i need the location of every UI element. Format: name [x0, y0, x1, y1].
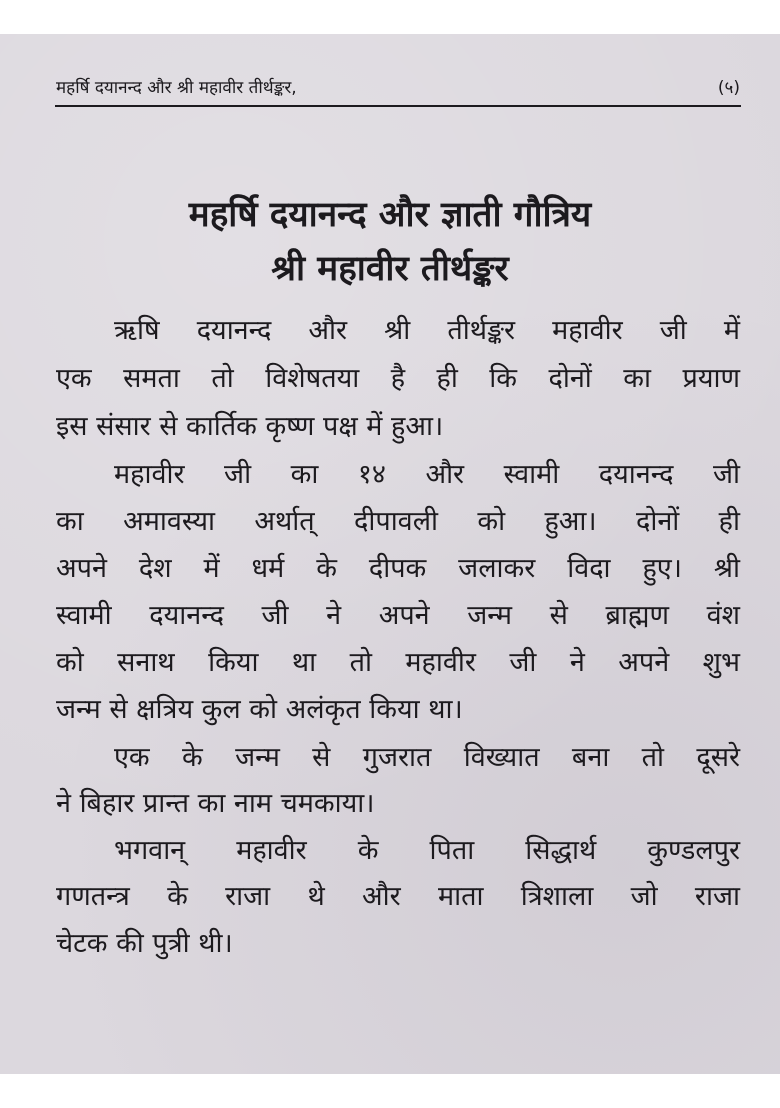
running-head-title: महर्षि दयानन्द और श्री महावीर तीर्थङ्कर,: [56, 78, 297, 98]
body-line: ने बिहार प्रान्त का नाम चमकाया।: [56, 788, 375, 819]
body-line: एक समता तो विशेषतया है ही कि दोनों का प्रयाण: [56, 363, 740, 394]
body-line: अपने देश में धर्म के दीपक जलाकर विदा हुए। श्री: [56, 553, 740, 584]
chapter-title-line-1: महर्षि दयानन्द और ज्ञाती गौत्रिय: [188, 195, 592, 235]
body-line: चेटक की पुत्री थी।: [56, 928, 233, 959]
body-line: का अमावस्या अर्थात् दीपावली को हुआ। दोनों ही: [56, 506, 740, 537]
body-line: ऋषि दयानन्द और श्री तीर्थङ्कर महावीर जी में: [114, 315, 740, 346]
page-number: (५): [717, 78, 740, 98]
body-line: गणतन्त्र के राजा थे और माता त्रिशाला जो राजा: [56, 881, 740, 912]
body-line: स्वामी दयानन्द जी ने अपने जन्म से ब्राह्मण वंश: [56, 600, 740, 631]
body-line: महावीर जी का १४ और स्वामी दयानन्द जी: [114, 459, 740, 490]
running-head: [56, 75, 740, 101]
body-line: को सनाथ किया था तो महावीर जी ने अपने शुभ: [56, 647, 740, 678]
body-line: जन्म से क्षत्रिय कुल को अलंकृत किया था।: [56, 694, 463, 725]
body-line: भगवान् महावीर के पिता सिद्धार्थ कुण्डलपुर: [114, 835, 740, 866]
body-line: इस संसार से कार्तिक कृष्ण पक्ष में हुआ।: [56, 411, 444, 442]
chapter-title-line-2: श्री महावीर तीर्थङ्कर: [271, 249, 509, 289]
body-line: एक के जन्म से गुजरात विख्यात बना तो दूसरे: [114, 742, 740, 773]
header-rule: [55, 105, 741, 107]
